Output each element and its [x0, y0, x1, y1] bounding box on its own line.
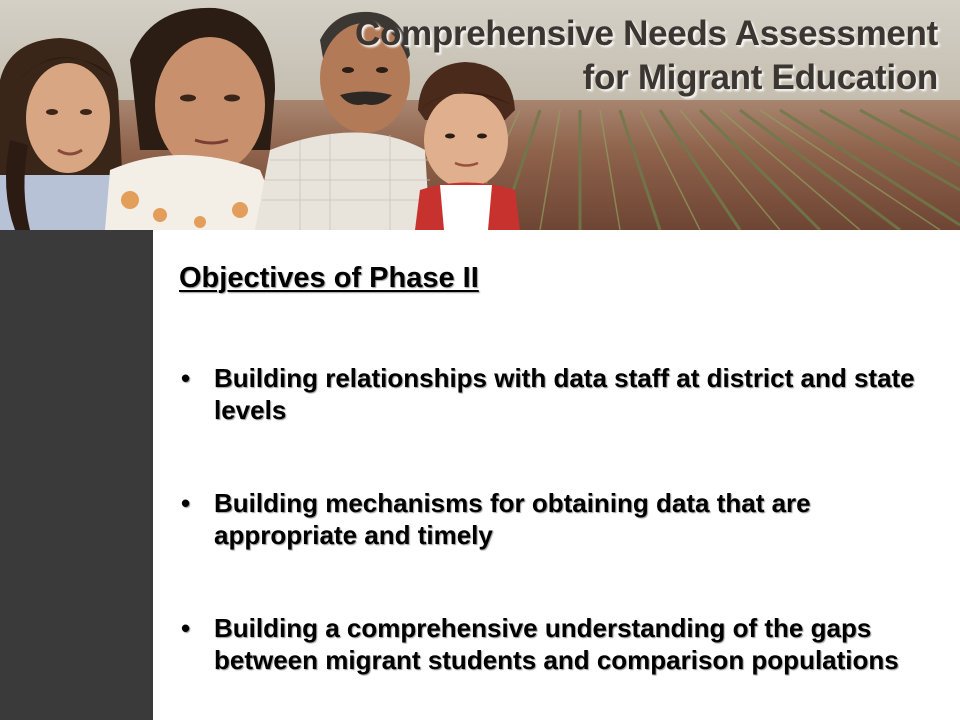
header-banner [0, 0, 960, 230]
bullet-item: • Building relationships with data staff at district and state levels [179, 362, 919, 426]
bullet-item: • Building mechanisms for obtaining data that are appropriate and timely [179, 487, 919, 551]
banner-title-line2: for Migrant Education [582, 58, 938, 97]
banner-title-line1: Comprehensive Needs Assessment [354, 14, 938, 53]
slide-heading: Objectives of Phase II [179, 262, 479, 294]
bullet-list [179, 362, 919, 720]
side-panel [0, 230, 153, 720]
bullet-item: • Building a comprehensive understanding of the gaps between migrant students and comparison populations [179, 612, 919, 676]
